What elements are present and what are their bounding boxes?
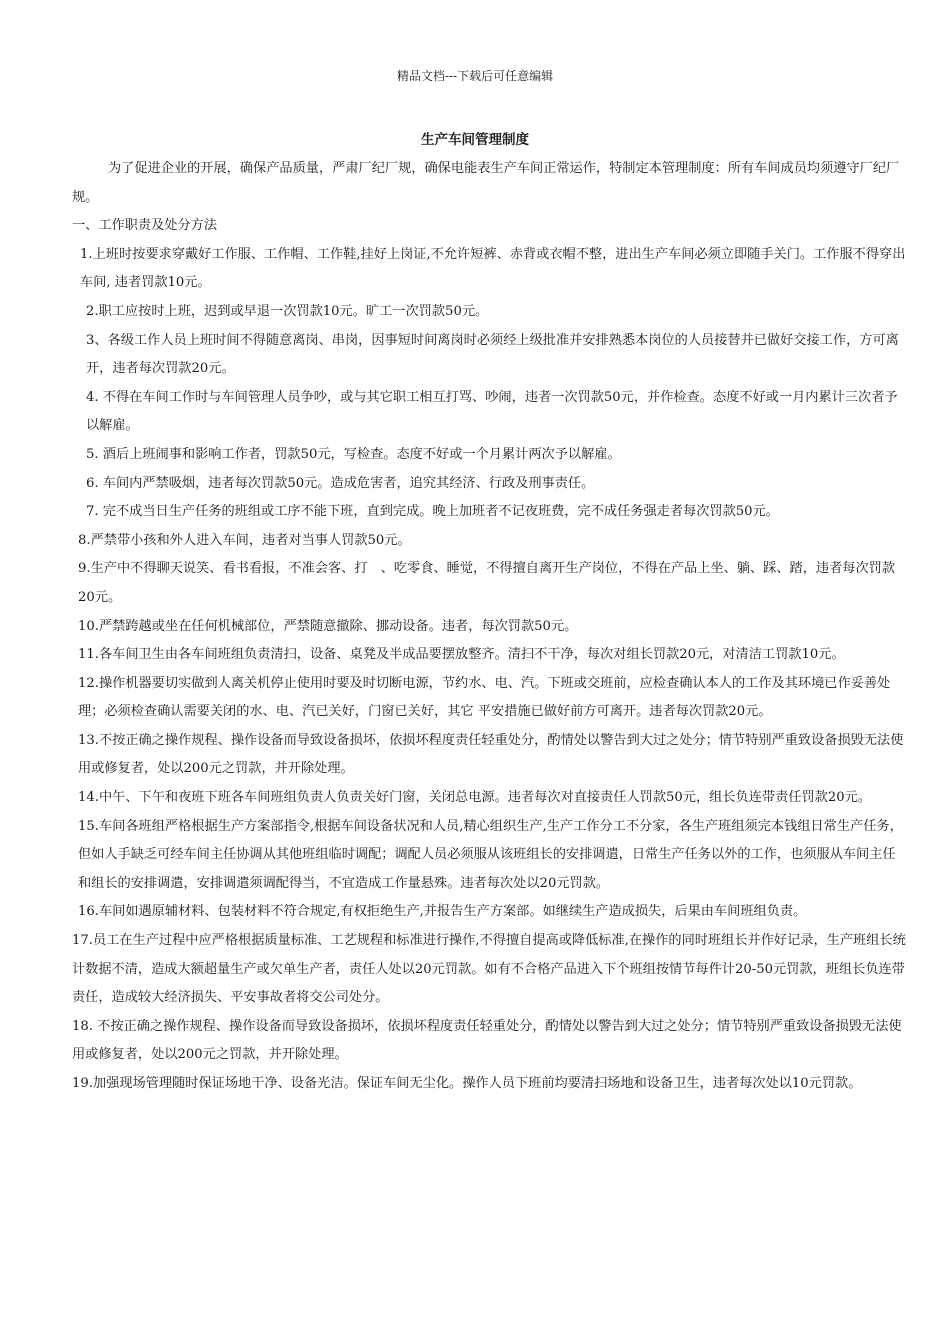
document-body	[72, 155, 908, 1099]
rule-item-4: 4. 不得在车间工作时与车间管理人员争吵，或与其它职工相互打骂、吵闹，违者一次罚款50元，并作检查。态度不好或一月内累计三次者予以解雇。	[86, 389, 898, 434]
rule-item-3: 3、各级工作人员上班时间不得随意离岗、串岗，因事短时间离岗时必须经上级批准并安排熟悉本岗位的人员接替并已做好交接工作，方可离开，违者每次罚款20元。	[86, 332, 899, 377]
rule-item-19: 19.加强现场管理随时保证场地干净、设备光洁。保证车间无尘化。操作人员下班前均要清扫场地和设备卫生，违者每次处以10元罚款。	[72, 1076, 862, 1091]
rule-item-12: 12.操作机器要切实做到人离关机停止使用时要及时切断电源，节约水、电、汽。下班或交班前，应检查确认本人的工作及其环境已作妥善处理；必须检查确认需要关闭的水、电、汽已关好，门窗已关好，其它 平安措施已做好前方可离开。违者每次罚款20元。	[78, 675, 891, 720]
rule-item-11: 11.各车间卫生由各车间班组负责清扫，设备、桌凳及半成品要摆放整齐。清扫不干净，每次对组长罚款20元，对清洁工罚款10元。	[78, 647, 845, 663]
page-header: 精品文档---下载后可任意编辑	[396, 69, 554, 83]
rule-item-15: 15.车间各班组严格根据生产方案部指令,根据车间设备状况和人员,精心组织生产,生产工作分工不分家，各生产班组须完本钱组日常生产任务，但如人手缺乏可经车间主任协调从其他班组临时调配；调配人员必须服从该班组长的安排调遣，日常生产任务以外的工作，也须服从车间主任和组长的安排调遣，安排调遣须调配得当，不宜造成工作量悬殊。违者每次处以20元罚款。	[78, 818, 903, 891]
rule-item-14: 14.中午、下午和夜班下班各车间班组负责人负责关好门窗，关闭总电源。违者每次对直接责任人罚款50元，组长负连带责任罚款20元。	[78, 790, 872, 806]
rule-item-1: 1.上班时按要求穿戴好工作服、工作帽、工作鞋,挂好上岗证,不允许短裤、赤背或衣帽不整，进出生产车间必须立即随手关门。工作服不得穿出车间, 违者罚款10元。	[80, 246, 906, 291]
rule-item-16: 16.车间如遇原辅材料、包装材料不符合规定,有权拒绝生产,并报告生产方案部。如继续生产造成损失，后果由车间班组负责。	[78, 904, 807, 920]
rule-item-18: 18. 不按正确之操作规程、操作设备而导致设备损坏，依损坏程度责任轻重处分，酌情处以警告到大过之处分；情节特别严重致设备损毁无法使用或修复者，处以200元之罚款，并开除处理。	[72, 1018, 902, 1063]
rule-item-6: 6. 车间内严禁吸烟，违者每次罚款50元。造成危害者，追究其经济、行政及刑事责任。	[86, 475, 595, 491]
rule-item-8: 8.严禁带小孩和外人进入车间，违者对当事人罚款50元。	[78, 532, 411, 548]
intro-paragraph: 为了促进企业的开展，确保产品质量，严肃厂纪厂规，确保电能表生产车间正常运作，特制定本管理制度：所有车间成员均须遵守厂纪厂规。	[72, 161, 900, 205]
section-heading: 一、工作职责及处分方法	[72, 218, 218, 234]
rule-item-2: 2.职工应按时上班，迟到或早退一次罚款10元。旷工一次罚款50元。	[86, 303, 489, 319]
rule-item-9: 9.生产中不得聊天说笑、看书看报，不准会客、打 、吃零食、睡觉，不得擅自离开生产岗位，不得在产品上坐、躺、踩、踏，违者每次罚款20元。	[78, 561, 896, 605]
rule-item-10: 10.严禁跨越或坐在任何机械部位，严禁随意撤除、挪动设备。违者，每次罚款50元。	[78, 618, 578, 634]
rule-item-5: 5. 酒后上班闹事和影响工作者，罚款50元，写检查。态度不好或一个月累计两次予以解雇。	[86, 446, 621, 462]
rule-item-13: 13.不按正确之操作规程、操作设备而导致设备损坏，依损坏程度责任轻重处分，酌情处以警告到大过之处分；情节特别严重致设备损毁无法使用或修复者，处以200元之罚款，并开除处理。	[78, 732, 904, 777]
document-title: 生产车间管理制度	[421, 132, 529, 148]
rule-item-7: 7. 完不成当日生产任务的班组或工序不能下班，直到完成。晚上加班者不记夜班费，完不成任务强走者每次罚款50元。	[86, 504, 779, 520]
rule-item-17: 17.员工在生产过程中应严格根据质量标准、工艺规程和标准进行操作,不得擅自提高或降低标准,在操作的同时班组长并作好记录，生产班组长统计数据不清，造成大额超量生产或欠单生产者，责任人处以20元罚款。如有不合格产品进入下个班组按情节每件计20-50元罚款，班组长负连带责任，造成较大经济损失、平安事故者将交公司处分。	[72, 933, 906, 1006]
